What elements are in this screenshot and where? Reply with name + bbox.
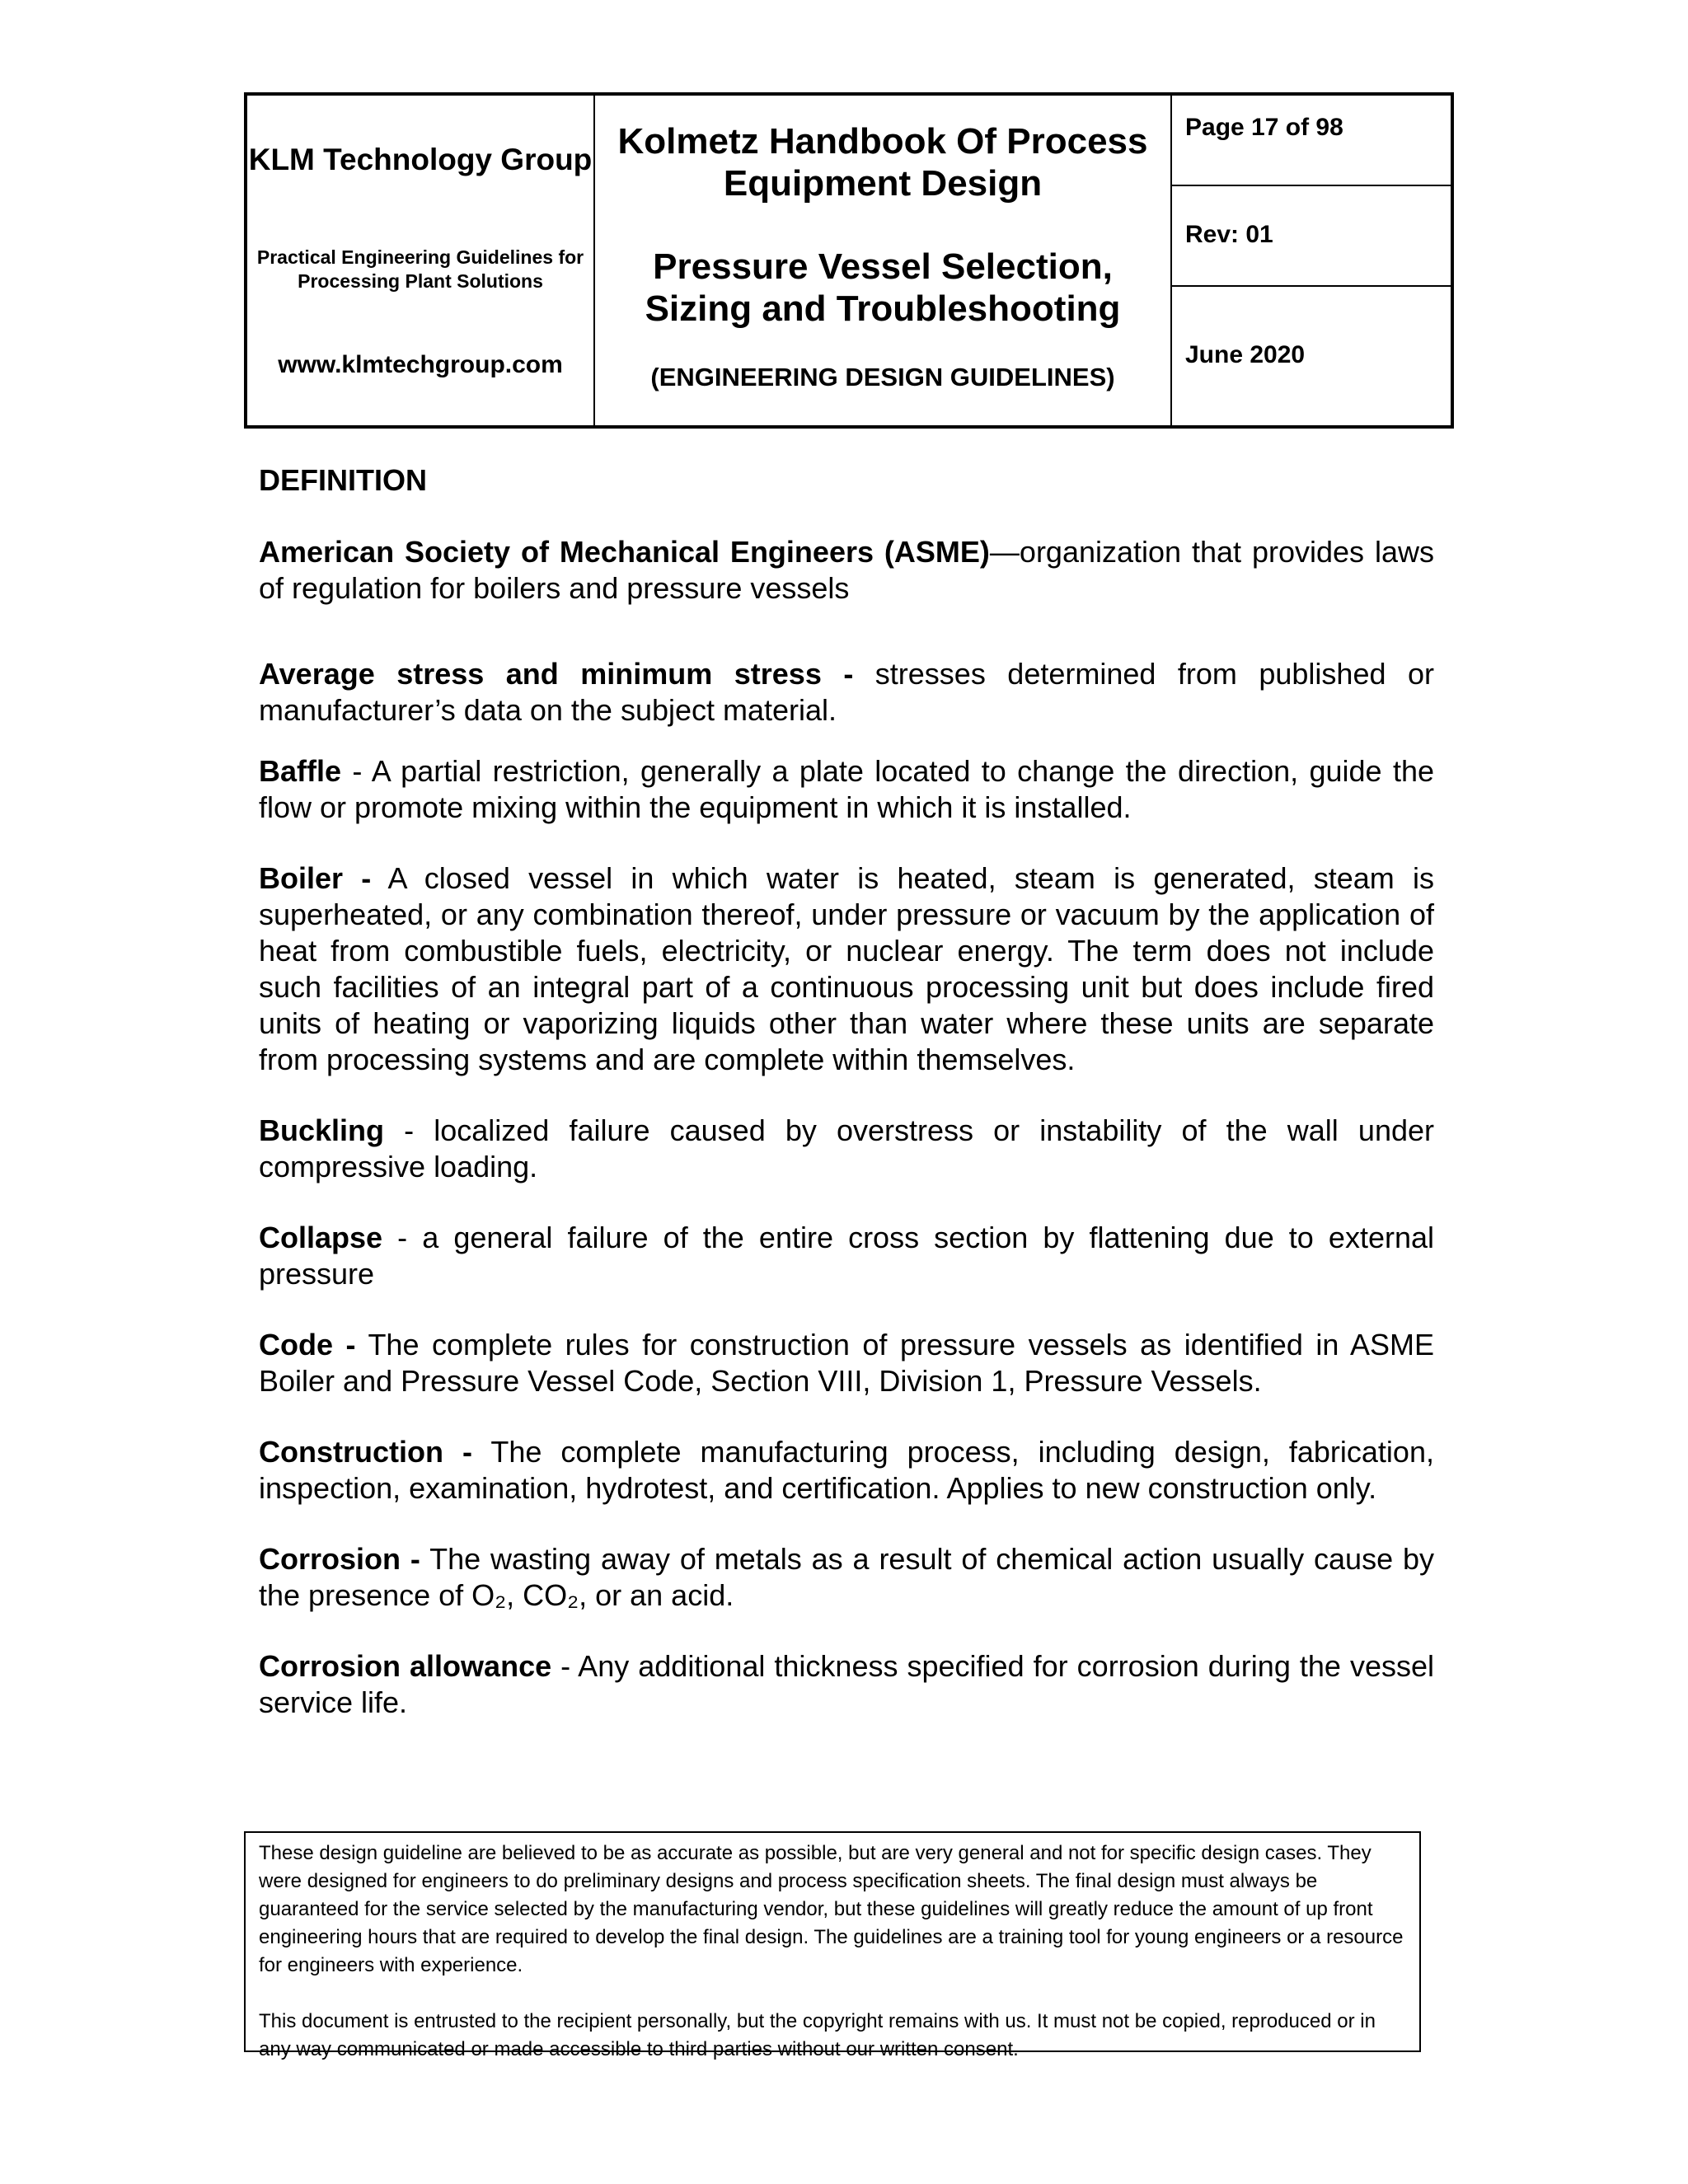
definition-text: stresses determined from published or manufacturer’s data on the subject material. — [259, 657, 1434, 727]
definition-term: Buckling — [259, 1113, 385, 1147]
section-title: DEFINITION — [259, 463, 427, 497]
header-title-cell — [595, 96, 1172, 425]
revision: Rev: 01 — [1172, 186, 1451, 287]
definition-text: - A partial restriction, generally a plate located to change the direction, guide the flow or promote mixing within the equipment in which it is installed. — [259, 754, 1434, 824]
disclaimer-box — [244, 1831, 1421, 2060]
header-company-cell — [247, 96, 595, 425]
header-meta-cell — [1172, 96, 1451, 425]
definition-item — [259, 534, 1434, 607]
definitions-section — [259, 463, 1434, 1755]
definition-item — [259, 860, 1434, 1078]
company-website: www.klmtechgroup.com — [278, 351, 563, 378]
definition-item — [259, 1648, 1434, 1721]
definition-term: Boiler - — [259, 861, 372, 895]
definition-item — [259, 656, 1434, 729]
definition-text: The complete rules for construction of pressure vessels as identified in ASME Boiler and Pressure Vessel Code, Section VIII, Division 1, Pressure Vessels. — [259, 1328, 1434, 1398]
definition-term: Construction - — [259, 1435, 472, 1469]
definition-text: - localized failure caused by overstress or instability of the wall under compressive loading. — [259, 1113, 1434, 1183]
definition-text: - Any additional thickness specified for corrosion during the vessel service life. — [259, 1649, 1434, 1719]
definition-item — [259, 1113, 1434, 1185]
document-header — [244, 92, 1454, 429]
definition-term: Collapse — [259, 1221, 383, 1254]
definition-text: The complete manufacturing process, including design, fabrication, inspection, examination, hydrotest, and certification. Applies to new construction only. — [259, 1435, 1434, 1505]
page-number: Page 17 of 98 — [1172, 96, 1451, 186]
definition-text: The wasting away of metals as a result of chemical action usually cause by the presence of O₂, CO₂, or an acid. — [259, 1542, 1434, 1612]
definition-term: Average stress and minimum stress - — [259, 657, 854, 691]
company-tagline: Practical Engineering Guidelines for Processing Plant Solutions — [256, 246, 584, 292]
definition-term: Code - — [259, 1328, 356, 1361]
document-type: (ENGINEERING DESIGN GUIDELINES) — [650, 363, 1115, 391]
company-name: KLM Technology Group — [248, 143, 593, 176]
handbook-title: Kolmetz Handbook Of Process Equipment Design — [617, 121, 1148, 204]
definition-item — [259, 753, 1434, 826]
definition-text: A closed vessel in which water is heated, steam is generated, steam is superheated, or any combination thereof, under pressure or vacuum by the application of heat from combustible fuels, electricity, or nuclear energy. The term does not include such facilities of an integral part of a continuous processing unit but does include fired units of heating or vaporizing liquids other than water where these units are separate from processing systems and are complete within themselves. — [259, 861, 1435, 1076]
definition-term: Corrosion allowance — [259, 1649, 552, 1683]
definition-text: - a general failure of the entire cross section by flattening due to external pressure — [259, 1221, 1434, 1291]
copyright-paragraph: This document is entrusted to the recipient personally, but the copyright remains with us. It must not be copied, reproduced or in any way communicated or made accessible to third parties without our written consent. — [259, 2010, 1376, 2060]
definition-term: Baffle — [259, 754, 342, 788]
document-topic: Pressure Vessel Selection, Sizing and Troubleshooting — [645, 246, 1121, 329]
disclaimer-paragraph: These design guideline are believed to be as accurate as possible, but are very general and not for specific design cases. They were designed for engineers to do preliminary designs and process specification sheets. The final design must always be guaranteed for the service selected by the manufacturing vendor, but these guidelines will greatly reduce the amount of up front engineering hours that are required to develop the final design. The guidelines are a training tool for young engineers or a resource for engineers with experience. — [259, 1842, 1404, 1976]
definition-item — [259, 1220, 1434, 1292]
issue-date: June 2020 — [1185, 341, 1306, 368]
definition-term: Corrosion - — [259, 1542, 420, 1576]
definition-item — [259, 1434, 1434, 1507]
definition-term: American Society of Mechanical Engineers (ASME) — [259, 535, 990, 569]
definition-item — [259, 1327, 1434, 1399]
definition-item — [259, 1541, 1434, 1614]
definition-text: —organization that provides laws of regulation for boilers and pressure vessels — [259, 535, 1435, 605]
